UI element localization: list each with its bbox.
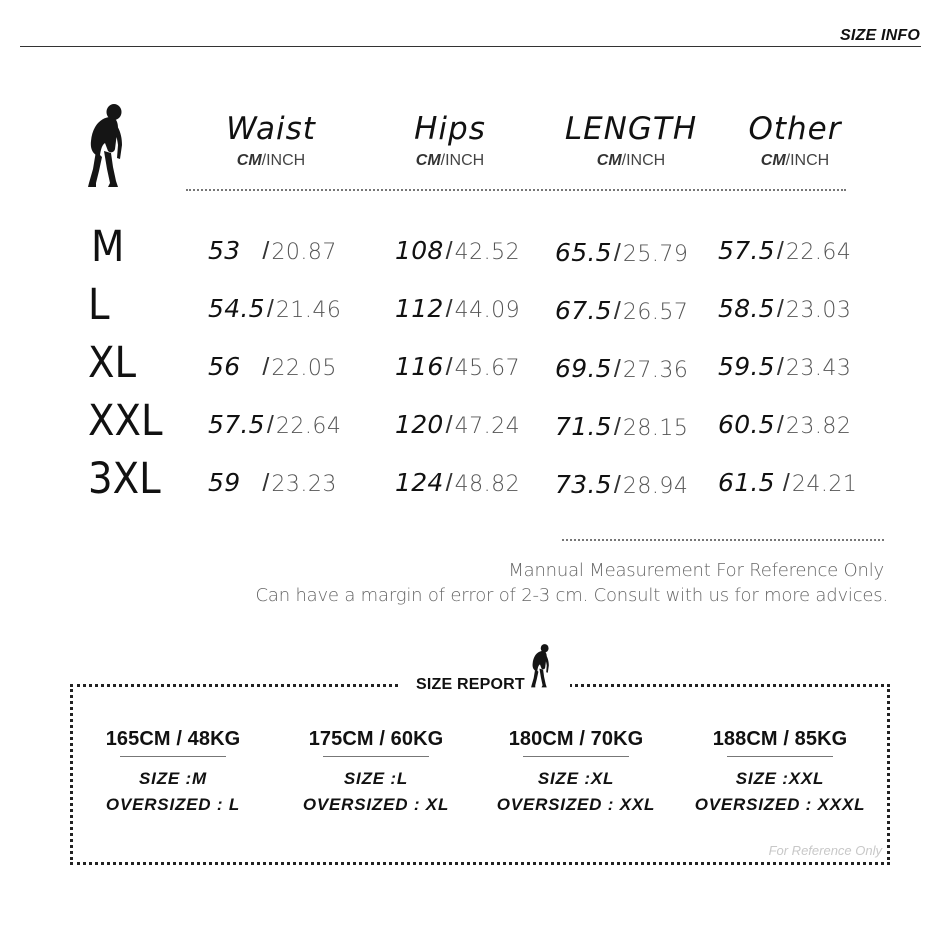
report-underline [120, 756, 226, 757]
column-name: Hips [414, 111, 486, 147]
reference-only-footnote: For Reference Only [768, 843, 882, 858]
walking-ape-silhouette-icon [84, 103, 130, 189]
height-weight: 180CM / 70KG [508, 728, 644, 750]
cell-waist-m: 53 /20.87 [208, 236, 337, 265]
cell-hips-m: 108/42.52 [395, 236, 521, 265]
report-item-175cm [281, 727, 471, 815]
recommended-size: SIZE :M [139, 769, 207, 788]
walking-ape-silhouette-icon [529, 642, 553, 690]
size-info-title: SIZE INFO [839, 27, 920, 44]
cell-waist-xl: 56 /22.05 [208, 352, 337, 381]
size-label-3xl: 3XL [88, 454, 161, 504]
cell-hips-l: 112/44.09 [395, 294, 521, 323]
report-underline [523, 756, 629, 757]
height-weight: 165CM / 48KG [105, 728, 241, 750]
cell-waist-xxl: 57.5/22.64 [208, 410, 342, 439]
cell-length-l: 67.5/26.57 [555, 296, 689, 325]
header-divider [20, 46, 921, 47]
report-underline [323, 756, 429, 757]
error-margin-note: Can have a margin of error of 2-3 cm. Consult with us for more advices. [255, 585, 888, 606]
cell-other-3xl: 61.5 /24.21 [718, 468, 858, 497]
report-item-180cm [481, 727, 671, 815]
report-underline [727, 756, 833, 757]
column-name: Other [748, 111, 842, 147]
column-unit: CM/INCH [596, 152, 666, 169]
recommended-size: SIZE :XXL [735, 769, 825, 788]
measurement-note: Mannual Measurement For Reference Only [508, 560, 884, 581]
cell-other-m: 57.5/22.64 [718, 236, 852, 265]
cell-waist-l: 54.5/21.46 [208, 294, 342, 323]
size-label-xxl: XXL [88, 396, 163, 446]
column-unit: CM/INCH [236, 152, 306, 169]
column-name: LENGTH [564, 111, 698, 147]
cell-length-3xl: 73.5/28.94 [555, 470, 689, 499]
cell-hips-3xl: 124/48.82 [395, 468, 521, 497]
column-name: Waist [226, 111, 316, 147]
size-label-l: L [88, 280, 110, 330]
cell-other-l: 58.5/23.03 [718, 294, 852, 323]
report-item-165cm [78, 727, 268, 815]
cell-length-m: 65.5/25.79 [555, 238, 689, 267]
column-header-length [546, 112, 716, 170]
header-dotted-divider [186, 189, 846, 191]
cell-hips-xl: 116/45.67 [395, 352, 521, 381]
cell-waist-3xl: 59 /23.23 [208, 468, 337, 497]
column-unit: CM/INCH [760, 152, 830, 169]
oversized-size: OVERSIZED : XXL [496, 795, 656, 814]
column-unit: CM/INCH [415, 152, 485, 169]
height-weight: 188CM / 85KG [712, 728, 848, 750]
cell-hips-xxl: 120/47.24 [395, 410, 521, 439]
report-item-188cm [685, 727, 875, 815]
oversized-size: OVERSIZED : L [105, 795, 241, 814]
notes-dotted-divider [562, 539, 884, 541]
recommended-size: SIZE :XL [537, 769, 615, 788]
cell-length-xl: 69.5/27.36 [555, 354, 689, 383]
height-weight: 175CM / 60KG [308, 728, 444, 750]
oversized-size: OVERSIZED : XL [302, 795, 450, 814]
size-label-xl: XL [88, 338, 137, 388]
column-header-other [720, 112, 870, 170]
oversized-size: OVERSIZED : XXXL [694, 795, 866, 814]
recommended-size: SIZE :L [343, 769, 409, 788]
size-report-title: SIZE REPORT [416, 676, 525, 693]
column-header-hips [375, 112, 525, 170]
cell-other-xxl: 60.5/23.82 [718, 410, 852, 439]
cell-length-xxl: 71.5/28.15 [555, 412, 689, 441]
column-header-waist [196, 112, 346, 170]
cell-other-xl: 59.5/23.43 [718, 352, 852, 381]
size-label-m: M [91, 222, 125, 272]
